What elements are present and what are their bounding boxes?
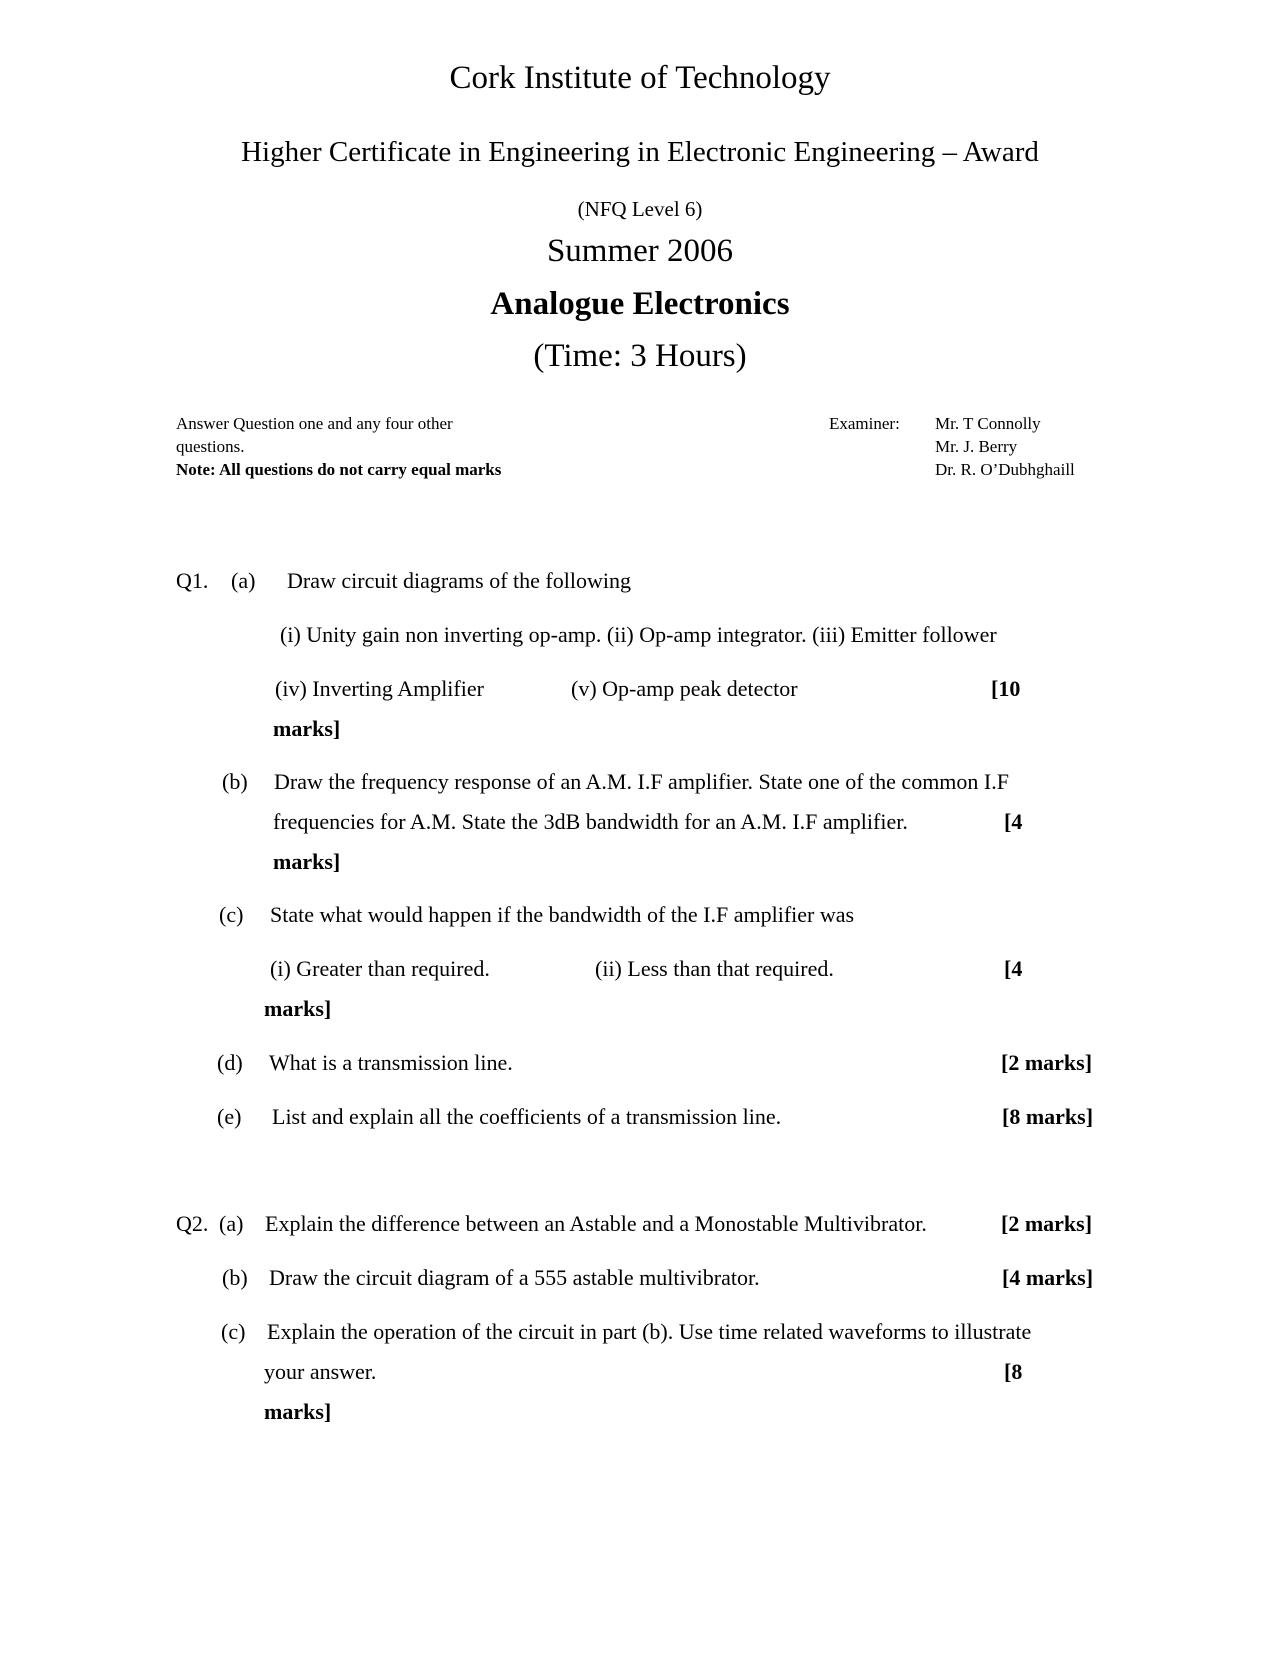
programme-title: Higher Certificate in Engineering in Electronic Engineering – Award	[241, 136, 1039, 168]
q1a-label: (a)	[231, 568, 256, 593]
institution-title: Cork Institute of Technology	[449, 60, 831, 96]
examiner-name: Mr. T Connolly	[935, 414, 1041, 433]
nfq-level: (NFQ Level 6)	[577, 197, 703, 221]
q1c-item-i: (i) Greater than required.	[270, 956, 490, 981]
q1d-label: (d)	[217, 1050, 243, 1075]
q2a-label: (a)	[219, 1211, 244, 1236]
exam-session: Summer 2006	[546, 233, 734, 269]
examiner-name: Dr. R. O’Dubhghaill	[935, 460, 1075, 479]
q1e-label: (e)	[217, 1104, 242, 1129]
q1e-text: List and explain all the coefficients of a transmission line.	[272, 1104, 782, 1129]
instructions-line-2: questions.	[176, 437, 245, 456]
q1c-text: State what would happen if the bandwidth of the I.F amplifier was	[270, 902, 855, 927]
examiner-label: Examiner:	[829, 414, 900, 433]
exam-duration: (Time: 3 Hours)	[533, 338, 747, 374]
q2a-text: Explain the difference between an Astable and a Monostable Multivibrator.	[265, 1211, 927, 1236]
q1a-item-iv: (iv) Inverting Amplifier	[275, 676, 484, 701]
subject-title: Analogue Electronics	[490, 286, 790, 322]
q1-number: Q1.	[176, 568, 209, 593]
q1a-items-line: (i) Unity gain non inverting op-amp. (ii) Op-amp integrator. (iii) Emitter follower	[280, 622, 997, 647]
q1b-line-1: Draw the frequency response of an A.M. I.F amplifier. State one of the common I.F	[274, 769, 1009, 794]
q2c-line-2: your answer.	[264, 1359, 377, 1384]
q1b-marks: [4	[1004, 809, 1023, 834]
q1c-label: (c)	[219, 902, 244, 927]
q1d-marks: [2 marks]	[1001, 1050, 1093, 1075]
q1a-item-v: (v) Op-amp peak detector	[571, 676, 798, 701]
q1b-label: (b)	[222, 769, 248, 794]
q2-number: Q2.	[176, 1211, 209, 1236]
q1b-line-2: frequencies for A.M. State the 3dB bandwidth for an A.M. I.F amplifier.	[273, 809, 908, 834]
q1a-text: Draw circuit diagrams of the following	[287, 568, 631, 593]
q2a-marks: [2 marks]	[1001, 1211, 1093, 1236]
examiner-name: Mr. J. Berry	[935, 437, 1018, 456]
q2c-line-1: Explain the operation of the circuit in part (b). Use time related waveforms to illustrate	[267, 1319, 1032, 1344]
q1e-marks: [8 marks]	[1002, 1104, 1094, 1129]
q1c-marks: [4	[1004, 956, 1023, 981]
q1c-marks-cont: marks]	[264, 996, 332, 1021]
q2b-marks: [4 marks]	[1002, 1265, 1094, 1290]
q2b-label: (b)	[222, 1265, 248, 1290]
q1b-marks-cont: marks]	[273, 849, 341, 874]
instructions-line-1: Answer Question one and any four other	[176, 414, 453, 433]
q2b-text: Draw the circuit diagram of a 555 astable multivibrator.	[269, 1265, 760, 1290]
q1c-item-ii: (ii) Less than that required.	[595, 956, 834, 981]
q1a-marks: [10	[991, 676, 1021, 701]
q2c-marks-cont: marks]	[264, 1399, 332, 1424]
q1d-text: What is a transmission line.	[269, 1050, 513, 1075]
q2c-label: (c)	[221, 1319, 246, 1344]
q2c-marks: [8	[1004, 1359, 1023, 1384]
instructions-note: Note: All questions do not carry equal marks	[176, 460, 502, 479]
q1a-marks-cont: marks]	[273, 716, 341, 741]
